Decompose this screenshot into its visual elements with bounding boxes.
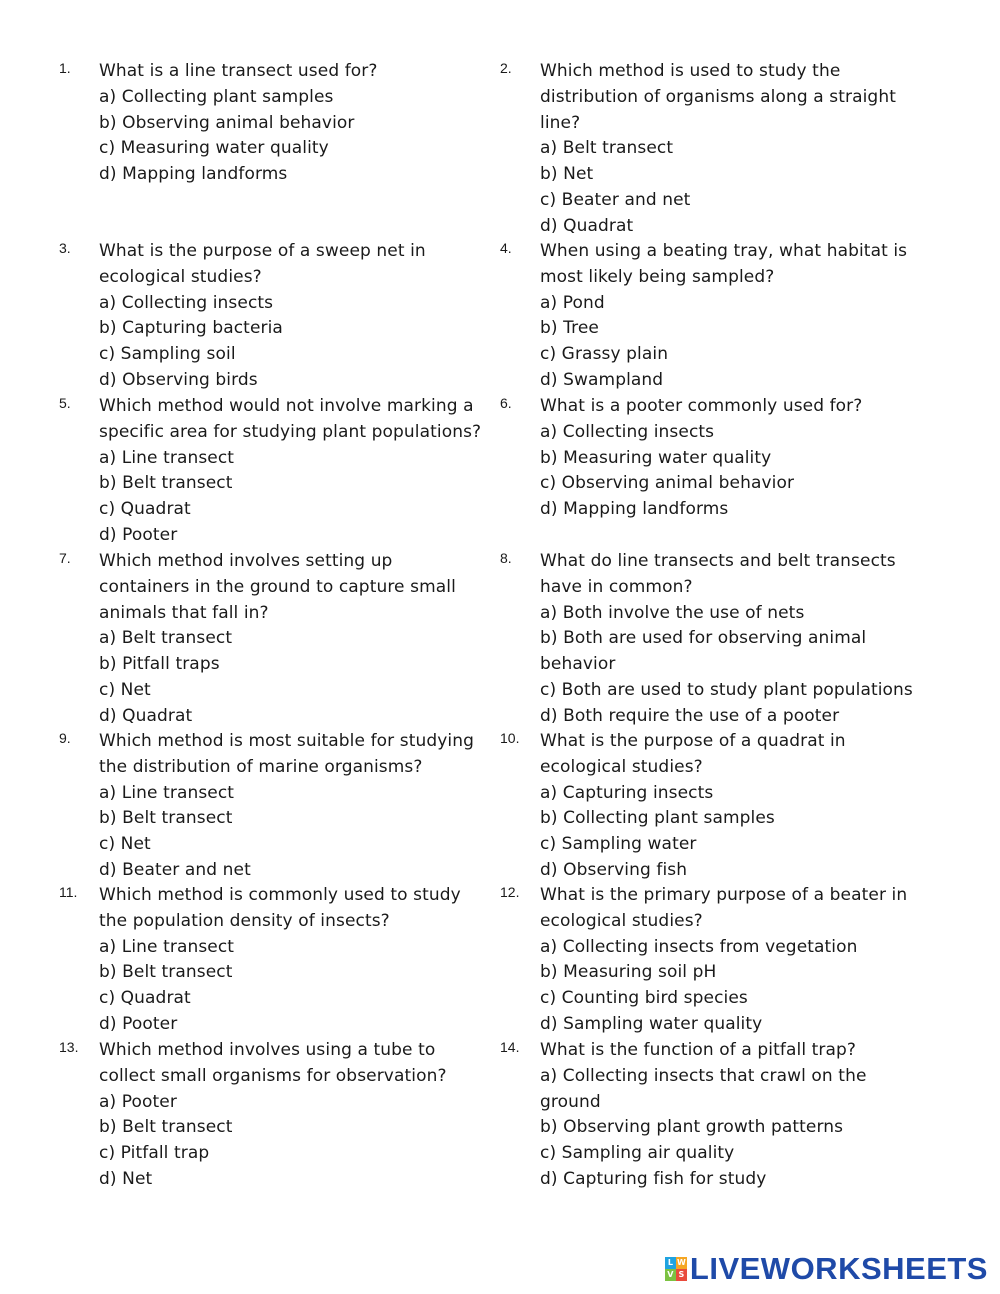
option-b[interactable]: b) Net — [540, 164, 594, 185]
question-number: 7. — [59, 550, 71, 566]
question-number: 1. — [59, 60, 71, 76]
question-12 — [500, 883, 920, 1038]
question-9 — [59, 729, 484, 884]
option-c[interactable]: c) Quadrat — [99, 499, 191, 520]
option-d[interactable]: d) Sampling water quality — [540, 1013, 763, 1034]
option-b[interactable]: b) Belt transect — [99, 473, 233, 494]
question-text: Which method is commonly used to study the population density of insects? — [99, 885, 461, 931]
question-3 — [59, 239, 444, 394]
question-13 — [59, 1038, 469, 1193]
option-d[interactable]: d) Swampland — [540, 369, 664, 390]
option-c[interactable]: c) Counting bird species — [540, 988, 748, 1009]
option-c[interactable]: c) Measuring water quality — [99, 138, 329, 159]
logo-mark-letter: W — [676, 1258, 686, 1267]
option-c[interactable]: c) Sampling water — [540, 834, 697, 855]
question-4 — [500, 239, 920, 394]
option-c[interactable]: c) Grassy plain — [540, 344, 669, 365]
option-c[interactable]: c) Net — [99, 679, 151, 700]
option-d[interactable]: d) Pooter — [99, 524, 178, 545]
option-a[interactable]: a) Collecting insects — [99, 292, 274, 313]
option-d[interactable]: d) Pooter — [99, 1013, 178, 1034]
option-a[interactable]: a) Line transect — [99, 447, 235, 468]
option-a[interactable]: a) Both involve the use of nets — [540, 602, 805, 623]
option-d[interactable]: d) Observing fish — [540, 859, 688, 880]
question-number: 4. — [500, 240, 512, 256]
question-text: Which method involves setting up containers in the ground to capture small animals that fall in? — [99, 551, 456, 623]
question-text: What is a line transect used for? — [99, 61, 378, 81]
option-c[interactable]: c) Sampling soil — [99, 344, 236, 365]
option-c[interactable]: c) Observing animal behavior — [540, 473, 795, 494]
option-b[interactable]: b) Capturing bacteria — [99, 318, 283, 339]
option-d[interactable]: d) Capturing fish for study — [540, 1168, 767, 1189]
question-number: 5. — [59, 395, 71, 411]
question-10 — [500, 729, 870, 884]
option-d[interactable]: d) Net — [99, 1168, 153, 1189]
option-a[interactable]: a) Pond — [540, 292, 605, 313]
option-c[interactable]: c) Sampling air quality — [540, 1143, 735, 1164]
question-text: What do line transects and belt transects have in common? — [540, 551, 896, 597]
question-number: 11. — [59, 884, 78, 900]
question-text: Which method is most suitable for studying the distribution of marine organisms? — [99, 731, 474, 777]
option-a[interactable]: a) Line transect — [99, 782, 235, 803]
option-b[interactable]: b) Belt transect — [99, 808, 233, 829]
question-number: 13. — [59, 1039, 79, 1055]
option-b[interactable]: b) Measuring soil pH — [540, 962, 717, 983]
question-number: 3. — [59, 240, 71, 256]
option-a[interactable]: a) Collecting insects that crawl on the ground — [540, 1065, 867, 1112]
logo-mark-icon — [665, 1257, 687, 1281]
option-d[interactable]: d) Observing birds — [99, 369, 258, 390]
option-b[interactable]: b) Belt transect — [99, 962, 233, 983]
question-number: 9. — [59, 730, 71, 746]
question-text: What is the function of a pitfall trap? — [540, 1040, 857, 1060]
question-text: Which method involves using a tube to collect small organisms for observation? — [99, 1040, 447, 1086]
option-b[interactable]: b) Both are used for observing animal behavior — [540, 628, 867, 675]
question-6 — [500, 394, 920, 523]
question-text: What is the purpose of a sweep net in ecological studies? — [99, 241, 426, 287]
question-text: When using a beating tray, what habitat is most likely being sampled? — [540, 241, 908, 287]
option-c[interactable]: c) Both are used to study plant populations — [540, 679, 913, 700]
option-a[interactable]: a) Collecting insects from vegetation — [540, 936, 858, 957]
option-d[interactable]: d) Quadrat — [99, 705, 193, 726]
option-d[interactable]: d) Both require the use of a pooter — [540, 705, 840, 726]
option-d[interactable]: d) Quadrat — [540, 215, 634, 236]
question-2 — [500, 59, 915, 240]
question-5 — [59, 394, 494, 549]
logo-mark-letter: L — [665, 1257, 676, 1269]
question-14 — [500, 1038, 885, 1193]
option-b[interactable]: b) Belt transect — [99, 1117, 233, 1138]
option-c[interactable]: c) Beater and net — [540, 189, 691, 210]
question-7 — [59, 549, 474, 730]
option-c[interactable]: c) Pitfall trap — [99, 1143, 210, 1164]
question-number: 10. — [500, 730, 520, 746]
option-b[interactable]: b) Measuring water quality — [540, 447, 772, 468]
question-1 — [59, 59, 499, 188]
question-number: 2. — [500, 60, 512, 76]
question-number: 6. — [500, 395, 512, 411]
logo-text: LIVEWORKSHEETS — [689, 1251, 988, 1286]
option-a[interactable]: a) Pooter — [99, 1091, 177, 1112]
question-11 — [59, 883, 474, 1038]
option-a[interactable]: a) Line transect — [99, 936, 235, 957]
question-number: 14. — [500, 1039, 520, 1055]
option-d[interactable]: d) Mapping landforms — [540, 499, 729, 520]
liveworksheets-logo[interactable] — [665, 1252, 988, 1286]
option-a[interactable]: a) Collecting plant samples — [99, 86, 334, 107]
question-text: Which method would not involve marking a specific area for studying plant populations? — [99, 396, 482, 442]
option-b[interactable]: b) Pitfall traps — [99, 654, 220, 675]
option-d[interactable]: d) Beater and net — [99, 859, 251, 880]
question-number: 8. — [500, 550, 512, 566]
option-a[interactable]: a) Belt transect — [540, 138, 674, 159]
option-c[interactable]: c) Quadrat — [99, 988, 191, 1009]
option-b[interactable]: b) Tree — [540, 318, 599, 339]
option-b[interactable]: b) Observing animal behavior — [99, 112, 355, 133]
logo-mark-letter: S — [676, 1269, 687, 1281]
question-number: 12. — [500, 884, 520, 900]
question-text: Which method is used to study the distribution of organisms along a straight line? — [540, 61, 896, 133]
question-text: What is the primary purpose of a beater in ecological studies? — [540, 885, 908, 931]
option-c[interactable]: c) Net — [99, 834, 151, 855]
option-d[interactable]: d) Mapping landforms — [99, 164, 288, 185]
option-a[interactable]: a) Collecting insects — [540, 421, 715, 442]
option-b[interactable]: b) Observing plant growth patterns — [540, 1117, 844, 1138]
option-a[interactable]: a) Belt transect — [99, 628, 233, 649]
question-8 — [500, 549, 920, 730]
logo-mark-letter: V — [665, 1269, 676, 1281]
question-text: What is a pooter commonly used for? — [540, 396, 863, 416]
option-b[interactable]: b) Collecting plant samples — [540, 808, 775, 829]
question-text: What is the purpose of a quadrat in ecological studies? — [540, 731, 846, 777]
option-a[interactable]: a) Capturing insects — [540, 782, 714, 803]
